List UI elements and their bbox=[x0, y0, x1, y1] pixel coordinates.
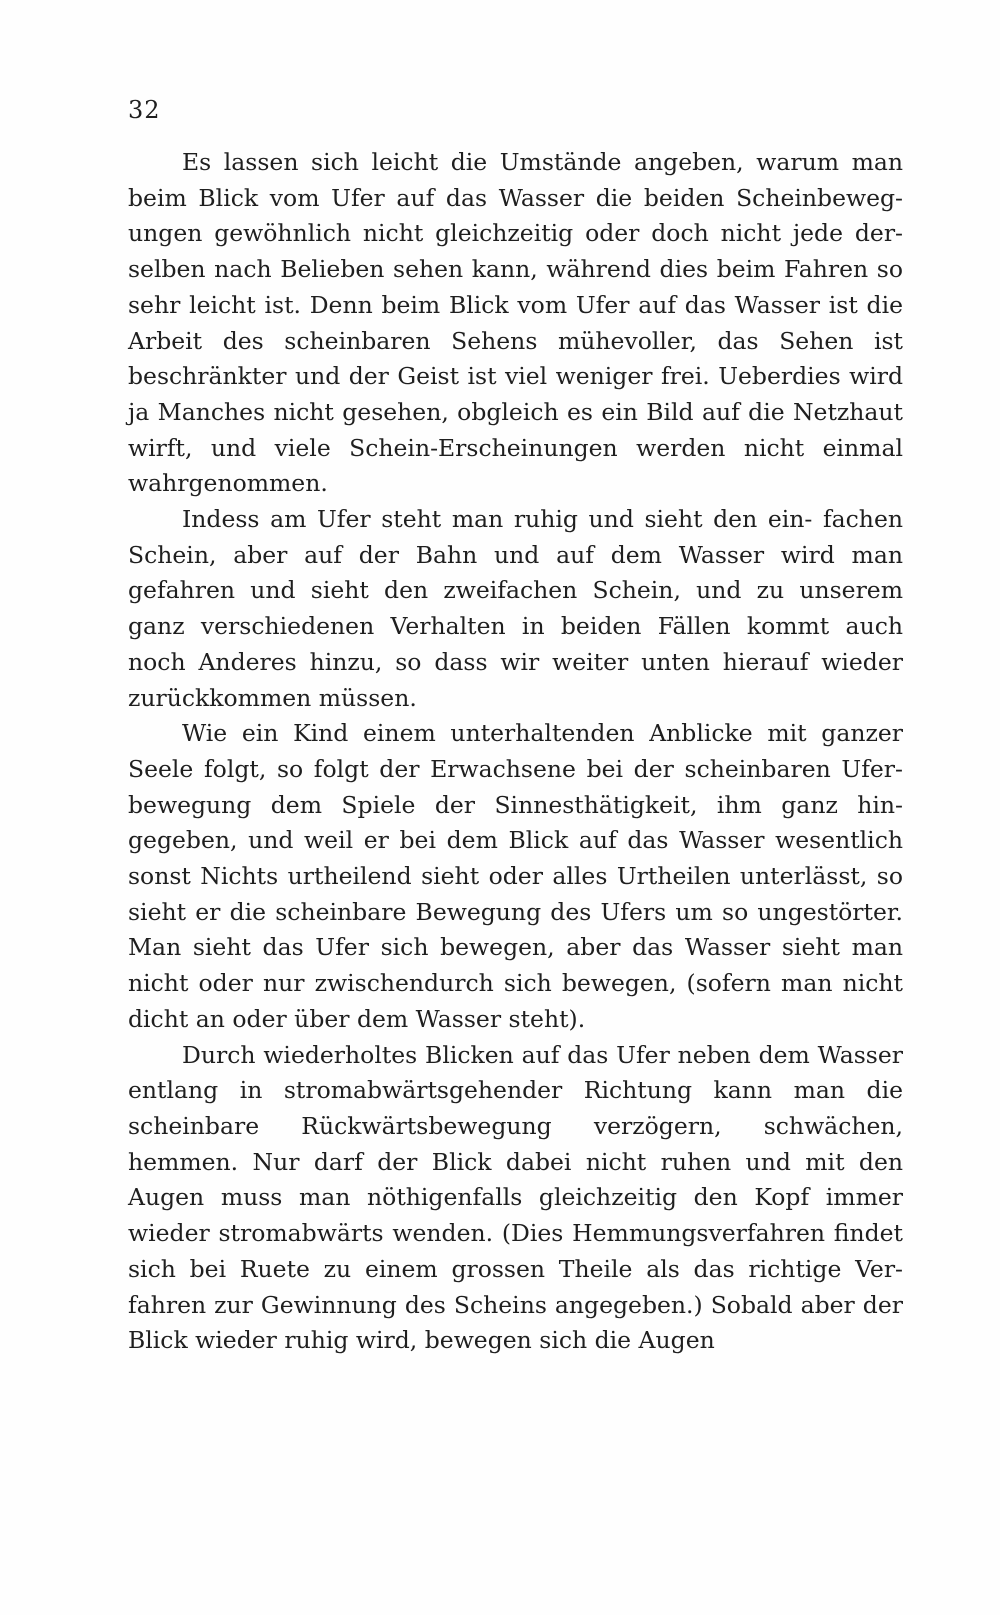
paragraph-2: Indess am Ufer steht man ruhig und sieht den ein- fachen Schein, aber auf der Bahn und auf dem Wasser wird man gefahren und sieht den zweifachen Schein, und zu unserem ganz verschiedenen Verhalten in beiden Fällen kommt auch noch Anderes hinzu, so dass wir weiter unten hierauf wieder zurückkommen müssen. bbox=[128, 505, 903, 712]
page-number: 32 bbox=[128, 96, 161, 124]
body-text bbox=[128, 145, 903, 1359]
paragraph-1: Es lassen sich leicht die Umstände angeben, warum man beim Blick vom Ufer auf das Wasser die beiden Scheinbeweg- ungen gewöhnlich nicht gleichzeitig oder doch nicht jede der- selben nach Belieben sehen kann, während dies beim Fahren so sehr leicht ist. Denn beim Blick vom Ufer auf das Wasser ist die Arbeit des scheinbaren Sehens mühevoller, das Sehen ist beschränkter und der Geist ist viel weniger frei. Ueberdies wird ja Manches nicht gesehen, obgleich es ein Bild auf die Netzhaut wirft, und viele Schein-Erscheinungen werden nicht einmal wahrgenommen. bbox=[128, 148, 903, 498]
paragraph-3: Wie ein Kind einem unterhaltenden Anblicke mit ganzer Seele folgt, so folgt der Erwachsene bei der scheinbaren Ufer- bewegung dem Spiele der Sinnesthätigkeit, ihm ganz hin- gegeben, und weil er bei dem Blick auf das Wasser wesentlich sonst Nichts urtheilend sieht oder alles Urtheilen unterlässt, so sieht er die scheinbare Bewegung des Ufers um so ungestörter. Man sieht das Ufer sich bewegen, aber das Wasser sieht man nicht oder nur zwischendurch sich bewegen, (sofern man nicht dicht an oder über dem Wasser steht). bbox=[128, 719, 903, 1033]
paragraph-4: Durch wiederholtes Blicken auf das Ufer neben dem Wasser entlang in stromabwärtsgehender Richtung kann man die scheinbare Rückwärtsbewegung verzögern, schwächen, hemmen. Nur darf der Blick dabei nicht ruhen und mit den Augen muss man nöthigenfalls gleichzeitig den Kopf immer wieder stromabwärts wenden. (Dies Hemmungsverfahren findet sich bei Ruete zu einem grossen Theile als das richtige Ver- fahren zur Gewinnung des Scheins angegeben.) Sobald aber der Blick wieder ruhig wird, bewegen sich die Augen bbox=[128, 1040, 903, 1355]
